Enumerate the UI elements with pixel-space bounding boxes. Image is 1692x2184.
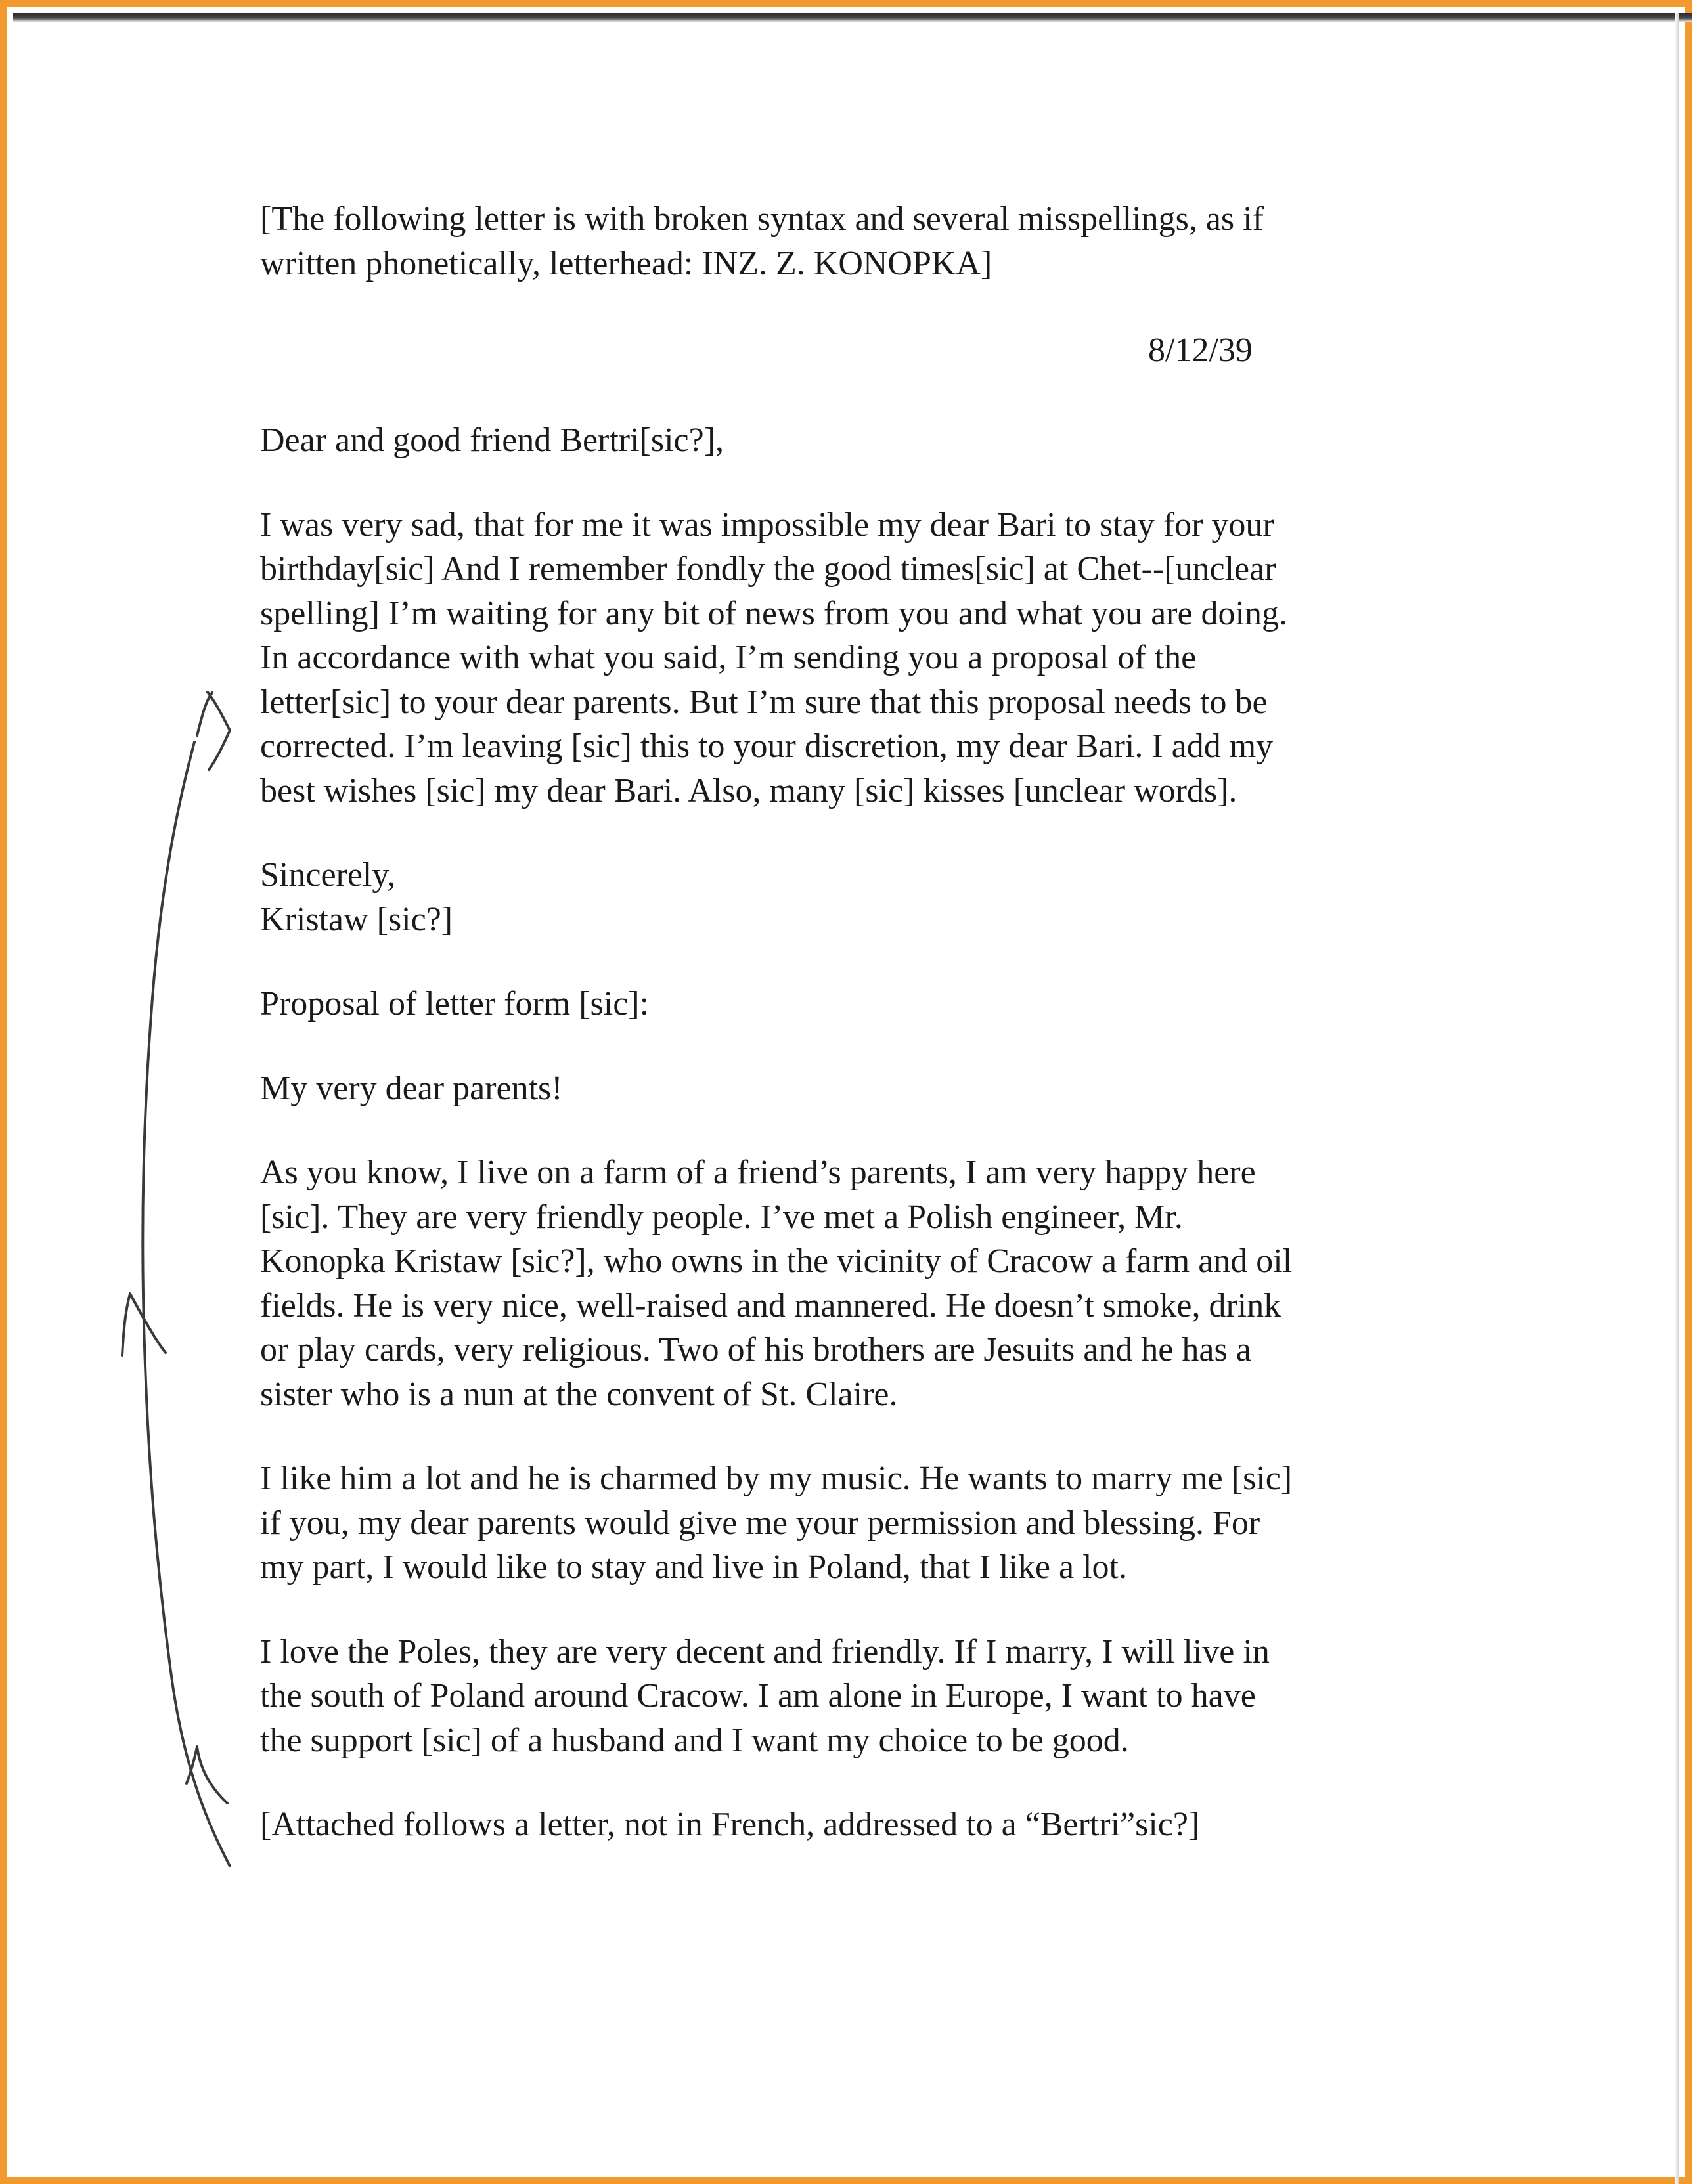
closing: Sincerely, Kristaw [sic?] xyxy=(260,856,453,938)
proposal-heading: Proposal of letter form [sic]: xyxy=(260,985,650,1022)
letter-body xyxy=(260,197,1456,1847)
header-note: [The following letter is with broken syntax and several misspellings, as if written phonetically, letterhead: INZ. Z. KONOPKA] xyxy=(260,200,1264,282)
proposal-paragraph-1: As you know, I live on a farm of a friend’s parents, I am very happy here [sic]. They are very friendly people. I’ve met a Polish engineer, Mr. Konopka Kristaw [sic?], who owns in the vicinity of Cracow a farm and oil fields. He is very nice, well-raised and mannered. He doesn’t smoke, drink or play cards, very religious. Two of his brothers are Jesuits and he has a sister who is a nun at the convent of St. Claire. xyxy=(260,1154,1293,1413)
proposal-paragraph-2: I like him a lot and he is charmed by my music. He wants to marry me [sic] if you, my dear parents would give me your permission and blessing. For my part, I would like to stay and live in Poland, that I like a lot. xyxy=(260,1460,1293,1586)
body-paragraph: I was very sad, that for me it was impossible my dear Bari to stay for your birthday[sic] And I remember fondly the good times[sic] at Chet--[unclear spelling] I’m waiting for any bit of news from you and what you are doing. In accordance with what you said, I’m sending you a proposal of the letter[sic] to your dear parents. But I’m sure that this proposal needs to be corrected. I’m leaving [sic] this to your discretion, my dear Bari. I add my best wishes [sic] my dear Bari. Also, many [sic] kisses [unclear words]. xyxy=(260,506,1287,810)
salutation: Dear and good friend Bertri[sic?], xyxy=(260,422,724,459)
proposal-paragraph-3: I love the Poles, they are very decent and friendly. If I marry, I will live in the south of Poland around Cracow. I am alone in Europe, I want to have the support [sic] of a husband and I want my choice to be good. xyxy=(260,1632,1270,1759)
letter-date: 8/12/39 xyxy=(1148,332,1253,369)
scan-top-edge xyxy=(13,13,1692,22)
footer-note: [Attached follows a letter, not in French, addressed to a “Bertri”sic?] xyxy=(260,1806,1200,1843)
proposal-salutation: My very dear parents! xyxy=(260,1069,563,1107)
scan-right-edge xyxy=(1675,13,1679,2184)
